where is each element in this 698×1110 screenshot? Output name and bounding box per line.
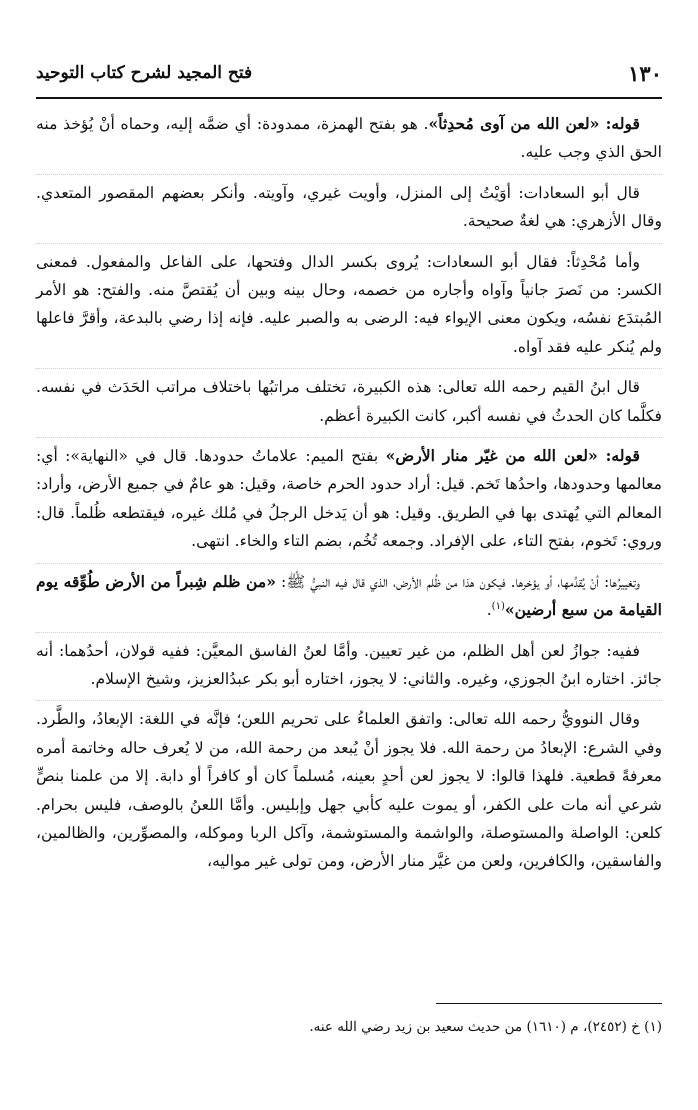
quoted-text: قوله: (597, 446, 640, 466)
paragraph-text: قال ابنُ القيم رحمه الله تعالى: هذه الكبيرة، تختلف مراتبُها باختلاف مراتب الحَدَث في نفسه. فكلَّما كان الحدثُ في نفسه أكبر، كانت الكبيرة أعظم. (36, 378, 662, 425)
page-header (36, 58, 662, 88)
paragraph-text: . هو بفتح الهمزة، ممدودة: أي ضمَّه إليه، وحماه أنْ يُؤخذ منه الحق الذي وجب عليه. (36, 115, 662, 162)
paragraph-text: وقال النوويُّ رحمه الله تعالى: واتفق العلماءُ على تحريم اللعن؛ فإنَّه في اللغة: الإبعادُ، والطَّرد. وفي الشرع: الإبعادُ من رحمة الله. فلا يجوز أنْ يُبعد من رحمة الله، من لا يُعرف حاله وخاتمة أمره معرفةً قطعية. فلهذا قالوا: لا يجوز لعن أحدٍ بعينه، مُسلماً كان أو كافراً أو دابة. إلا من علمنا بنصٍّ شرعي أنه مات على الكفر، أو يموت عليه كأبي جهل وإبليس. وأمَّا اللعنُ بالوصف، فليس بحرام. كلعن: الواصلة والمستوصلة، والواشمة والمستوشمة، وآكل الربا وموكله، والمصوِّرين، والظالمين، والفاسقين، والكافرين، ولعن من غيَّر منار الأرض، ومن تولى غير مواليه، (36, 710, 662, 871)
page-number: ١٣٠ (628, 60, 662, 86)
running-title: فتح المجيد لشرح كتاب التوحيد (36, 63, 253, 83)
header-divider (36, 97, 662, 99)
paragraph-text: . (486, 601, 492, 620)
paragraph (36, 700, 662, 875)
body-text (36, 110, 662, 883)
paragraph (36, 243, 662, 362)
quoted-text: «لعن الله من آوى مُحدِثاً» (428, 114, 600, 133)
quoted-text: «من ظلم شِبراً من الأرض طُوِّقه يوم القيامة من سبع أرضين» (36, 571, 662, 620)
paragraph-text: وأما مُحْدِثاً: فقال أبو السعادات: يُروى بكسر الدال وفتحها، على الفاعل والمفعول. فمعنى الكسر: من نَصرَ جانياً وآواه وأجاره من خصمه، وحال بينه وبين أن يُقتصَّ منه. والفتح: هو الأمر المُبتدَع نفسُه، ويكون معنى الإيواء فيه: الرضى به والصبر عليه. فإنه إذا رضي بالبدعة، وأقرَّ فاعلها ولم يُنكر عليه فقد آواه. (36, 252, 662, 356)
footnote-divider (436, 1003, 662, 1004)
paragraph (36, 632, 662, 694)
paragraph-text: بفتح الميم: علاماتُ حدودها. قال في «النهاية»: أي: معالمها وحدودها، واحدُها تَخم. قيل: أراد حدود الحرم خاصة، وقيل: هو عامٌ في جميع الأرض، وأراد: المعالم التي يُهتدى بها في الطريق. وقيل: هو أن يَدخل الرجلُ في مُلك غيره، فيقتطعه ظُلماً. قال: وروي: تَخوم، بفتح التاء، على الإفراد. وجمعه تُخُم، بضم التاء والخاء. انتهى. (36, 447, 662, 551)
footnote: (١) خ (٢٤٥٢)، م (١٦١٠) من حديث سعيد بن زيد رضي الله عنه. (309, 1019, 662, 1035)
paragraph-text: ففيه: جوازُ لعن أهل الظلم، من غير تعيين. وأمَّا لعنُ الفاسق المعيَّن: ففيه قولان، أحدُهما: أنه جائز. اختاره ابنُ الجوزي، وغيره. والثاني: لا يجوز، اختاره أبو بكر عبدُالعزيز، وشيخ الإسلام. (36, 641, 662, 688)
paragraph (36, 437, 662, 556)
paragraph (36, 368, 662, 430)
quoted-text: قوله: (599, 114, 640, 133)
footnote-reference: (١) (491, 600, 505, 612)
quoted-text: «لعن الله من غيّر منار الأرض» (385, 446, 598, 466)
paragraph (36, 174, 662, 236)
paragraph-text: قال أبو السعادات: أوَيْتُ إلى المنزل، وأويت غيري، وآويته. وأنكر بعضهم المقصور المتعدي. وقال الأزهري: هي لغةٌ صحيحة. (36, 183, 662, 231)
paragraph (36, 110, 662, 167)
paragraph (36, 563, 662, 625)
paragraph-text: وتغييرُها: أنْ يُقدِّمها، أو يؤخرها. فيكون هذا من ظُلم الأرض، الذي قال فيه النبيُّ ﷺ: (276, 572, 640, 591)
